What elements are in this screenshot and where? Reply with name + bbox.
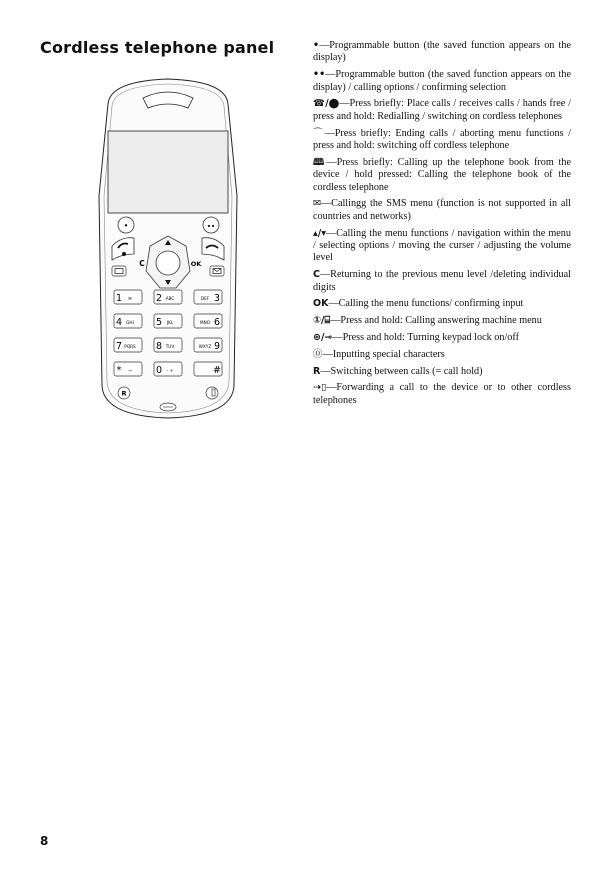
key-letters: GHI <box>126 320 134 325</box>
legend-item <box>313 69 571 94</box>
legend-item <box>313 228 571 265</box>
legend-item <box>313 157 571 194</box>
key-number: # <box>213 365 221 376</box>
legend-text: —Programmable button (the saved function appears on the display) / calling options / confirming selection <box>313 69 571 93</box>
legend-text: —Returning to the previous menu level /deleting individual digits <box>313 269 571 293</box>
key-letters: ⊸ <box>128 368 132 373</box>
key-1[interactable] <box>114 290 142 304</box>
double-dot-icon: •• <box>313 69 326 81</box>
keypad-lock-icon: ⊛/⊸ <box>313 332 333 344</box>
clear-key[interactable] <box>139 259 145 268</box>
key-2[interactable] <box>154 290 182 304</box>
key-letters: TUV <box>165 344 175 349</box>
sms-envelope-icon: ✉ <box>313 198 321 210</box>
page-title: Cordless telephone panel <box>40 38 275 57</box>
key-star[interactable] <box>114 362 142 376</box>
legend-item <box>313 382 571 407</box>
legend-item <box>313 198 571 223</box>
legend-item <box>313 40 571 65</box>
svg-text:R: R <box>121 389 127 398</box>
legend-item <box>313 98 571 123</box>
key-number: 2 <box>155 293 163 304</box>
key-number: 0 <box>155 365 163 376</box>
key-letters: ABC <box>165 296 175 301</box>
up-down-arrows-icon: ▴/▾ <box>313 227 327 239</box>
key-3[interactable] <box>194 290 222 304</box>
svg-text:OK: OK <box>190 260 202 268</box>
key-number: 3 <box>213 293 221 304</box>
legend-text: —Callingg the SMS menu (function is not supported in all countries and networks) <box>313 198 571 222</box>
legend-item <box>313 332 571 344</box>
answering-machine-icon: ①/⌸ <box>313 315 331 327</box>
svg-text:••: •• <box>206 222 216 231</box>
r-key[interactable] <box>118 387 130 399</box>
legend-text: —Calling the menu functions/ confirming input <box>328 298 524 310</box>
page-number: 8 <box>40 834 49 848</box>
legend-item <box>313 315 571 327</box>
key-8[interactable] <box>154 338 182 352</box>
key-letters: JKL <box>166 320 174 325</box>
legend-text: —Press briefly: Place calls / receives calls / hands free / press and hold: Redialling / switching on cordless telephones <box>313 98 571 122</box>
cordless-phone-illustration <box>98 76 238 420</box>
legend-text: —Inputting special characters <box>322 348 445 360</box>
key-number: 4 <box>115 317 123 328</box>
legend-text: —Forwarding a call to the device or to other cordless telephones <box>313 382 571 406</box>
key-number: 1 <box>115 293 123 304</box>
programmable-button-right[interactable] <box>203 217 219 233</box>
key-number: 8 <box>155 341 163 352</box>
zero-key-icon: ⓪ <box>313 348 323 360</box>
legend-text: —Press briefly: Calling up the telephone book from the device / hold pressed: Calling the telephone book of the cordless telephone <box>313 156 571 193</box>
legend-text: —Calling the menu functions / navigation within the menu / selecting options / moving the curser / adjusting the volume level <box>313 227 571 264</box>
key-letters: WXYZ <box>198 344 212 349</box>
key-0[interactable] <box>154 362 182 376</box>
key-letters: DEF <box>200 296 210 301</box>
key-letters: - + <box>166 368 174 373</box>
handset-end-icon: ⌒ <box>313 127 325 139</box>
key-7[interactable] <box>114 338 142 352</box>
phonebook-key[interactable] <box>112 266 126 276</box>
display-screen <box>108 131 228 213</box>
legend-item <box>313 366 571 378</box>
legend-item <box>313 128 571 153</box>
key-5[interactable] <box>154 314 182 328</box>
legend-item <box>313 269 571 294</box>
dot-icon: • <box>313 40 320 51</box>
programmable-button-left[interactable] <box>118 217 134 233</box>
key-number: 9 <box>213 341 221 352</box>
ok-key-icon: OK <box>313 298 329 310</box>
c-key-icon: C <box>313 269 320 281</box>
key-hash[interactable] <box>194 362 222 376</box>
key-number: 5 <box>155 317 163 328</box>
legend-text: —Switching between calls (= call hold) <box>320 365 483 377</box>
key-letters: PQRS <box>124 344 136 349</box>
ok-key[interactable] <box>191 260 203 268</box>
svg-text:•: • <box>123 221 129 231</box>
key-number: 6 <box>213 317 221 328</box>
call-forward-icon: ⇢▯ <box>313 382 327 394</box>
legend-text: —Press and hold: Turning keypad lock on/off <box>332 332 519 344</box>
key-4[interactable] <box>114 314 142 328</box>
sms-key[interactable] <box>210 266 224 276</box>
key-letters: MNO <box>199 320 211 325</box>
legend-item <box>313 349 571 361</box>
microphone-icon <box>160 403 176 411</box>
legend-text: —Programmable button (the saved function appears on the display) <box>313 40 571 64</box>
key-letters: ✉ <box>128 296 132 301</box>
r-key-icon: R <box>313 365 321 377</box>
key-number: * <box>116 365 122 376</box>
legend-text: —Press and hold: Calling answering machine menu <box>330 315 542 327</box>
call-forward-key[interactable] <box>206 387 218 399</box>
nav-center-button <box>156 251 180 275</box>
legend-item <box>313 298 571 310</box>
handset-call-icon: ☎/⬤ <box>313 98 340 110</box>
svg-text:C: C <box>139 259 145 268</box>
key-number: 7 <box>115 341 123 352</box>
legend-text: —Press briefly: Ending calls / aborting menu functions / press and hold: switching off cordless telephone <box>313 127 571 152</box>
phonebook-icon: 🕮 <box>313 156 327 168</box>
button-legend <box>313 40 571 412</box>
key-6[interactable] <box>194 314 222 328</box>
key-9[interactable] <box>194 338 222 352</box>
